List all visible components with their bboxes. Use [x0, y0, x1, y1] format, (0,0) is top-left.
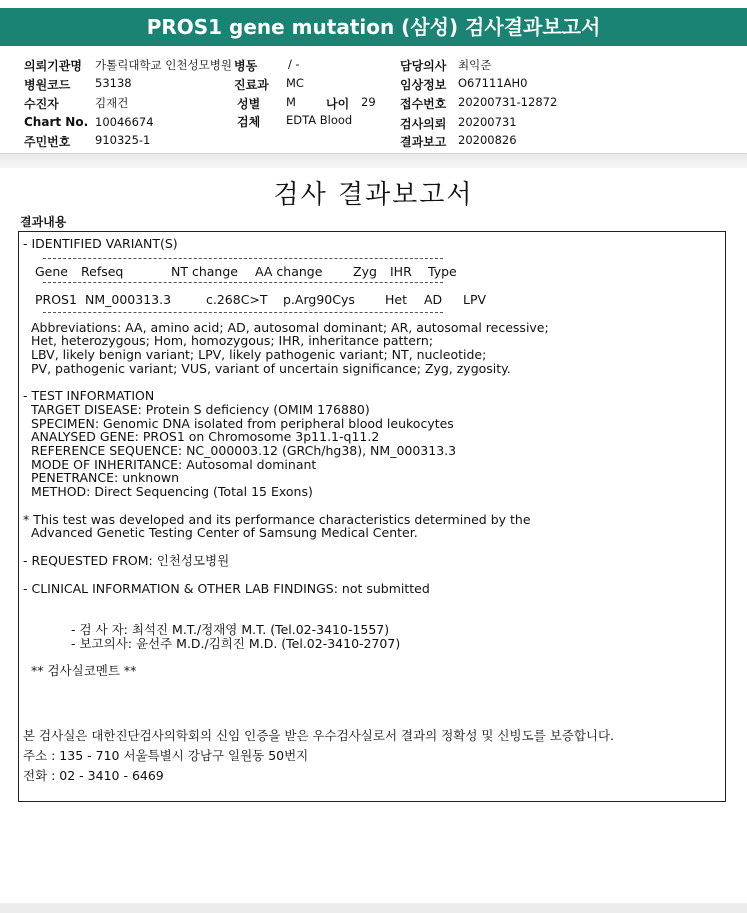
test-info-line: PENETRANCE: unknown — [31, 470, 180, 485]
receipt-number-label: 접수번호 — [400, 97, 447, 111]
variant-zygosity: Het — [385, 292, 407, 307]
hospital-code-label: 병원코드 — [24, 78, 71, 92]
abbreviations-line: Het, heterozygous; Hom, homozygous; IHR, inheritance pattern; — [31, 333, 434, 348]
column-aa-change: AA change — [255, 264, 323, 279]
specimen-label: 검체 — [237, 115, 261, 129]
disclaimer-note: * This test was developed and its performance characteristics determined by the — [23, 512, 531, 527]
sex-label: 성별 — [237, 97, 261, 111]
test-info-line: METHOD: Direct Sequencing (Total 15 Exons) — [31, 484, 313, 499]
request-date-label: 검사의뢰 — [400, 117, 447, 131]
hospital-value: 가톨릭대학교 인천성모병원 — [95, 58, 232, 72]
ward-label: 병동 — [234, 59, 258, 73]
department-value: MC — [286, 76, 304, 90]
report-date-label: 결과보고 — [400, 135, 447, 149]
resident-number-value: 910325-1 — [95, 133, 151, 147]
abbreviations-line: PV, pathogenic variant; VUS, variant of uncertain significance; Zyg, zygosity. — [31, 361, 511, 376]
doctor-value: 최익준 — [458, 58, 492, 72]
lab-address: 주소 : 135 - 710 서울특별시 강남구 일원동 50번지 — [23, 748, 309, 763]
report-title: 검사 결과보고서 — [273, 180, 474, 210]
variant-aa-change: p.Arg90Cys — [283, 292, 355, 307]
table-top-rule — [43, 258, 443, 259]
column-refseq: Refseq — [81, 264, 124, 279]
examiner-line: - 검 사 자: 최석진 M.T./정재영 M.T. (Tel.02-3410-1557) — [71, 622, 390, 637]
age-label: 나이 — [326, 97, 350, 111]
chart-number-label: Chart No. — [24, 115, 89, 129]
column-zygosity: Zyg — [353, 264, 377, 279]
doctor-label: 담당의사 — [400, 59, 447, 73]
abbreviations-line: LBV, likely benign variant; LPV, likely pathogenic variant; NT, nucleotide; — [31, 347, 487, 362]
column-gene: Gene — [35, 264, 68, 279]
test-info-heading: - TEST INFORMATION — [23, 388, 155, 403]
sex-value: M — [286, 95, 296, 109]
variant-inheritance: AD — [424, 292, 443, 307]
variant-refseq: NM_000313.3 — [85, 292, 172, 307]
section-divider — [0, 153, 747, 168]
results-section-label: 결과내용 — [20, 215, 67, 229]
results-content-box — [18, 231, 726, 802]
test-info-line: ANALYSED GENE: PROS1 on Chromosome 3p11.1-q11.2 — [31, 429, 380, 444]
column-type: Type — [428, 264, 457, 279]
page-bottom-bar — [0, 903, 747, 913]
department-label: 진료과 — [234, 78, 269, 92]
report-banner-title: PROS1 gene mutation (삼성) 검사결과보고서 — [0, 8, 747, 46]
lab-phone: 전화 : 02 - 3410 - 6469 — [23, 768, 164, 783]
patient-info-block — [0, 52, 747, 152]
resident-number-label: 주민번호 — [24, 135, 71, 149]
requested-from: - REQUESTED FROM: 인천성모병원 — [23, 553, 230, 568]
variant-gene: PROS1 — [35, 292, 77, 307]
chart-number-value: 10046674 — [95, 115, 154, 129]
variant-nt-change: c.268C>T — [206, 292, 268, 307]
clinical-info-value: O67111AH0 — [458, 76, 528, 90]
column-nt-change: NT change — [171, 264, 238, 279]
age-value: 29 — [361, 95, 376, 109]
variant-heading: - IDENTIFIED VARIANT(S) — [23, 236, 178, 251]
clinical-info-label: 임상정보 — [400, 78, 447, 92]
receipt-number-value: 20200731-12872 — [458, 95, 558, 109]
test-info-line: MODE OF INHERITANCE: Autosomal dominant — [31, 457, 317, 472]
hospital-label: 의뢰기관명 — [24, 59, 82, 73]
abbreviations-line: Abbreviations: AA, amino acid; AD, autosomal dominant; AR, autosomal recessive; — [31, 320, 549, 335]
patient-name-value: 김재건 — [95, 96, 129, 110]
report-date-value: 20200826 — [458, 133, 517, 147]
test-info-line: REFERENCE SEQUENCE: NC_000003.12 (GRCh/hg38), NM_000313.3 — [31, 443, 457, 458]
disclaimer-note: Advanced Genetic Testing Center of Samsung Medical Center. — [31, 525, 418, 540]
table-bottom-rule — [43, 312, 443, 313]
reporter-line: - 보고의사: 윤선주 M.D./김희진 M.D. (Tel.02-3410-2707) — [71, 636, 401, 651]
certification-statement: 본 검사실은 대한진단검사의학회의 신임 인증을 받은 우수검사실로서 결과의 정확성 및 신빙도를 보증합니다. — [23, 728, 615, 743]
lab-comment-heading: ** 검사실코멘트 ** — [31, 663, 137, 678]
hospital-code-value: 53138 — [95, 76, 132, 90]
ward-value: / - — [288, 57, 300, 71]
patient-name-label: 수진자 — [24, 97, 59, 111]
request-date-value: 20200731 — [458, 115, 517, 129]
clinical-information: - CLINICAL INFORMATION & OTHER LAB FINDINGS: not submitted — [23, 581, 430, 596]
test-info-line: TARGET DISEASE: Protein S deficiency (OMIM 176880) — [31, 402, 370, 417]
column-inheritance: IHR — [390, 264, 412, 279]
table-header-rule — [43, 282, 443, 283]
test-info-line: SPECIMEN: Genomic DNA isolated from peripheral blood leukocytes — [31, 416, 454, 431]
specimen-value: EDTA Blood — [286, 113, 353, 127]
variant-type: LPV — [463, 292, 487, 307]
